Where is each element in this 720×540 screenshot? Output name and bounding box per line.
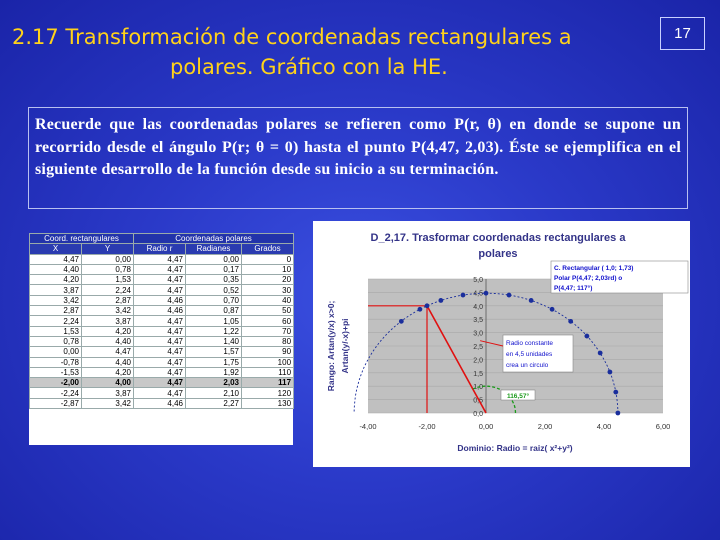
table-cell: -2,24 [30, 388, 82, 398]
y-tick-label: 1,0 [473, 384, 483, 392]
table-cell: 2,27 [186, 398, 242, 408]
y-tick-label: 5,0 [473, 277, 483, 284]
y-tick-label: 4,0 [473, 303, 483, 311]
table-cell: 4,46 [134, 306, 186, 316]
table-cell: 4,47 [134, 285, 186, 295]
y-tick-label: 0,0 [473, 411, 483, 418]
table-cell: 60 [242, 316, 294, 326]
table-cell: 4,47 [134, 347, 186, 357]
table-row [30, 285, 294, 295]
body-textbox: Recuerde que las coordenadas polares se refieren como P(r, θ) en donde se supone un recorrido desde el ángulo P(r; θ = 0) hasta el punto P(4,47, 2,03). Éste se ejemplifica en el siguiente desarrollo de la función desde su inicio a su terminación. [28, 107, 688, 209]
table-row [30, 326, 294, 336]
table-cell: 1,22 [186, 326, 242, 336]
data-point [399, 319, 404, 324]
y-tick-label: 3,0 [473, 330, 483, 338]
table-cell: 4,40 [82, 357, 134, 367]
data-point [529, 298, 534, 303]
annotation-text: Radio constante [506, 340, 553, 347]
annotation-text: crea un circulo [506, 362, 549, 369]
table-cell: 80 [242, 336, 294, 346]
table-cell: 110 [242, 367, 294, 377]
column-header: Y [82, 244, 134, 254]
table-cell: 1,53 [30, 326, 82, 336]
x-tick-label: 4,00 [596, 422, 612, 431]
table-row [30, 306, 294, 316]
table-cell: 1,75 [186, 357, 242, 367]
table-cell: 0,52 [186, 285, 242, 295]
data-point [507, 293, 512, 298]
y-tick-label: 3,5 [473, 317, 483, 325]
column-header: Grados [242, 244, 294, 254]
table-cell: 1,40 [186, 336, 242, 346]
table-cell: 0,70 [186, 295, 242, 305]
coordinates-table-panel [29, 233, 293, 445]
coordinates-table [29, 233, 294, 409]
data-point [615, 411, 620, 416]
table-cell: 70 [242, 326, 294, 336]
polar-conversion-chart [313, 221, 690, 467]
slide-title-line2: polares. Gráfico con la HE. [170, 55, 448, 79]
table-cell: -2,87 [30, 398, 82, 408]
table-cell: 4,47 [134, 378, 186, 388]
table-cell: -0,78 [30, 357, 82, 367]
data-point [438, 298, 443, 303]
table-cell: 10 [242, 264, 294, 274]
group-header-rect: Coord. rectangulares [30, 234, 134, 244]
x-tick-label: 2,00 [537, 422, 553, 431]
legend-text: C. Rectangular ( 1,0; 1,73) [554, 265, 634, 272]
table-row [30, 316, 294, 326]
y-tick-label: 2,5 [473, 344, 483, 351]
column-header: Radianes [186, 244, 242, 254]
table-cell: 50 [242, 306, 294, 316]
table-cell: 40 [242, 295, 294, 305]
data-point [550, 307, 555, 312]
table-cell: 1,57 [186, 347, 242, 357]
table-cell: 3,42 [30, 295, 82, 305]
legend-text: Polar P(4,47; 2,03rd) o [554, 275, 623, 282]
data-point [598, 351, 603, 356]
y-axis-label-line2: Artan(y/-x)+pi [340, 318, 350, 374]
table-cell: 4,00 [82, 378, 134, 388]
data-point [568, 319, 573, 324]
table-row [30, 264, 294, 274]
table-cell: 3,87 [30, 285, 82, 295]
table-cell: 2,10 [186, 388, 242, 398]
y-tick-label: 4,5 [473, 290, 483, 298]
data-point [608, 370, 613, 375]
table-cell: 0 [242, 254, 294, 264]
group-header-polar: Coordenadas polares [134, 234, 294, 244]
table-cell: 130 [242, 398, 294, 408]
x-tick-label: 0,00 [478, 422, 494, 431]
data-point [418, 307, 423, 312]
table-cell: 0,78 [30, 336, 82, 346]
table-cell: 1,05 [186, 316, 242, 326]
chart-title-line2: polares [478, 248, 518, 260]
table-cell: 4,47 [134, 367, 186, 377]
x-tick-label: -4,00 [359, 422, 377, 431]
chart-title-line1: D_2,17. Trasformar coordenadas rectangulares a [370, 232, 626, 244]
table-row [30, 254, 294, 264]
table-row [30, 336, 294, 346]
angle-label: 116,57° [506, 393, 530, 400]
table-cell: 100 [242, 357, 294, 367]
table-cell: 90 [242, 347, 294, 357]
annotation-text: en 4,5 unidades [506, 351, 553, 358]
y-axis-label-line1: Rango: Artan(y/x) x>0; [326, 300, 336, 392]
data-point [613, 390, 618, 395]
table-row [30, 378, 294, 388]
data-point [425, 303, 430, 308]
table-cell: 2,03 [186, 378, 242, 388]
table-row [30, 388, 294, 398]
table-cell: 4,47 [134, 275, 186, 285]
data-point [461, 293, 466, 298]
data-point [584, 334, 589, 339]
y-tick-label: 1,5 [473, 370, 483, 378]
table-cell: 4,47 [134, 316, 186, 326]
table-cell: 30 [242, 285, 294, 295]
table-cell: 20 [242, 275, 294, 285]
table-cell: 2,24 [82, 285, 134, 295]
table-cell: 4,47 [82, 347, 134, 357]
table-cell: 2,87 [30, 306, 82, 316]
legend-text: P(4,47; 117°) [554, 285, 593, 292]
y-tick-label: 2,0 [473, 357, 483, 365]
data-point [484, 291, 489, 296]
column-header: X [30, 244, 82, 254]
table-cell: 4,40 [82, 336, 134, 346]
table-cell: 4,20 [82, 326, 134, 336]
table-cell: 4,47 [134, 336, 186, 346]
y-tick-label: 0,5 [473, 397, 483, 405]
table-cell: 0,00 [186, 254, 242, 264]
table-row [30, 295, 294, 305]
table-cell: 120 [242, 388, 294, 398]
table-cell: 4,47 [134, 357, 186, 367]
table-cell: 4,47 [134, 388, 186, 398]
table-row [30, 275, 294, 285]
table-cell: -2,00 [30, 378, 82, 388]
table-row [30, 398, 294, 408]
table-cell: 2,87 [82, 295, 134, 305]
table-cell: 4,20 [82, 367, 134, 377]
chart-panel [313, 221, 690, 467]
table-cell: 2,24 [30, 316, 82, 326]
table-cell: 4,46 [134, 398, 186, 408]
table-cell: 4,20 [30, 275, 82, 285]
table-cell: 1,53 [82, 275, 134, 285]
table-cell: 4,46 [134, 295, 186, 305]
x-tick-label: 6,00 [655, 422, 671, 431]
table-cell: 4,47 [134, 326, 186, 336]
table-cell: 0,87 [186, 306, 242, 316]
table-cell: 3,87 [82, 316, 134, 326]
slide-title [12, 22, 652, 82]
table-row [30, 357, 294, 367]
table-cell: 1,92 [186, 367, 242, 377]
column-header: Radio r [134, 244, 186, 254]
table-cell: 4,47 [30, 254, 82, 264]
table-cell: 0,17 [186, 264, 242, 274]
table-cell: 117 [242, 378, 294, 388]
table-cell: 0,00 [30, 347, 82, 357]
table-cell: 0,00 [82, 254, 134, 264]
table-cell: 4,40 [30, 264, 82, 274]
slide-number: 17 [660, 17, 705, 50]
table-cell: -1,53 [30, 367, 82, 377]
table-row [30, 367, 294, 377]
table-cell: 0,78 [82, 264, 134, 274]
table-cell: 0,35 [186, 275, 242, 285]
table-cell: 3,42 [82, 398, 134, 408]
slide-title-line1: 2.17 Transformación de coordenadas rectangulares a [12, 25, 572, 49]
table-cell: 4,47 [134, 264, 186, 274]
table-row [30, 347, 294, 357]
table-cell: 4,47 [134, 254, 186, 264]
x-tick-label: -2,00 [418, 422, 436, 431]
table-cell: 3,87 [82, 388, 134, 398]
table-cell: 3,42 [82, 306, 134, 316]
x-axis-label: Dominio: Radio = raiz( x²+y²) [457, 443, 573, 453]
